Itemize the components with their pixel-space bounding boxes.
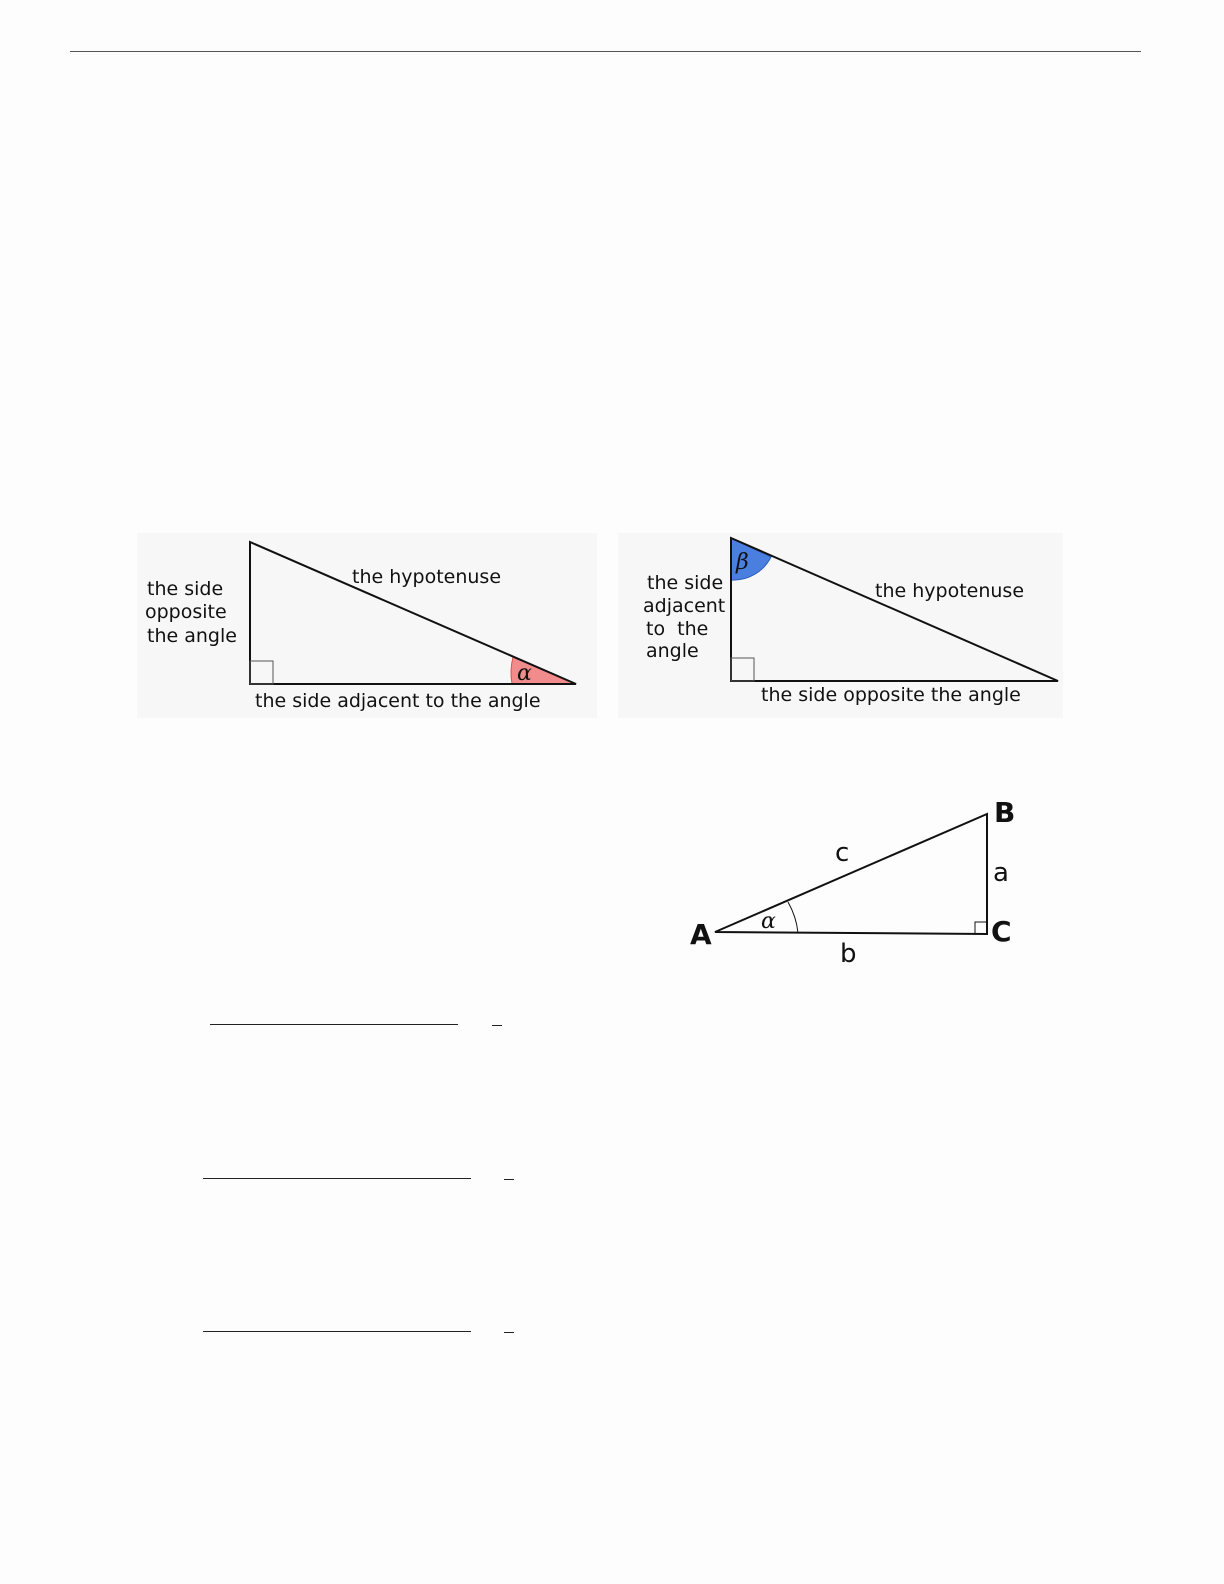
opposite-label-line3: the angle [147, 625, 237, 647]
fraction-line-3 [203, 1331, 471, 1332]
alpha-angle-arc [788, 902, 798, 933]
right-angle-marker [250, 661, 273, 684]
hypotenuse-label: the hypotenuse [352, 566, 502, 588]
triangle-abc [715, 814, 987, 934]
adjacent-label-line1: the side [647, 572, 724, 594]
fraction-dash-1 [492, 1025, 502, 1026]
adjacent-label: the side adjacent to the angle [255, 690, 541, 712]
triangle-beta [731, 538, 1058, 681]
adjacent-label-line2: adjacent [643, 595, 726, 617]
fraction-dash-3 [504, 1332, 514, 1333]
triangle-beta-figure [618, 533, 1063, 718]
side-c-label: c [835, 838, 850, 868]
opposite-label: the side opposite the angle [761, 684, 1021, 706]
triangle-abc-figure [680, 790, 1020, 980]
right-angle-marker [731, 658, 754, 681]
fraction-line-1 [210, 1024, 458, 1025]
fraction-dash-2 [504, 1179, 514, 1180]
adjacent-label-line3: to the [646, 618, 709, 640]
top-rule [70, 51, 1141, 52]
fraction-line-2 [203, 1178, 471, 1179]
opposite-label-line2: opposite [145, 601, 227, 623]
vertex-b-label: B [994, 796, 1016, 829]
vertex-c-label: C [991, 915, 1012, 948]
side-a-label: a [993, 858, 1009, 888]
hypotenuse-label: the hypotenuse [875, 580, 1025, 602]
triangle-alpha-figure [137, 533, 597, 718]
adjacent-label-line4: angle [646, 640, 699, 662]
right-angle-marker [975, 922, 987, 934]
side-b-label: b [840, 939, 857, 969]
vertex-a-label: A [690, 918, 712, 951]
alpha-symbol: α [517, 661, 532, 686]
alpha-symbol: α [761, 909, 776, 934]
beta-symbol: β [736, 550, 749, 575]
opposite-label-line1: the side [147, 578, 224, 600]
